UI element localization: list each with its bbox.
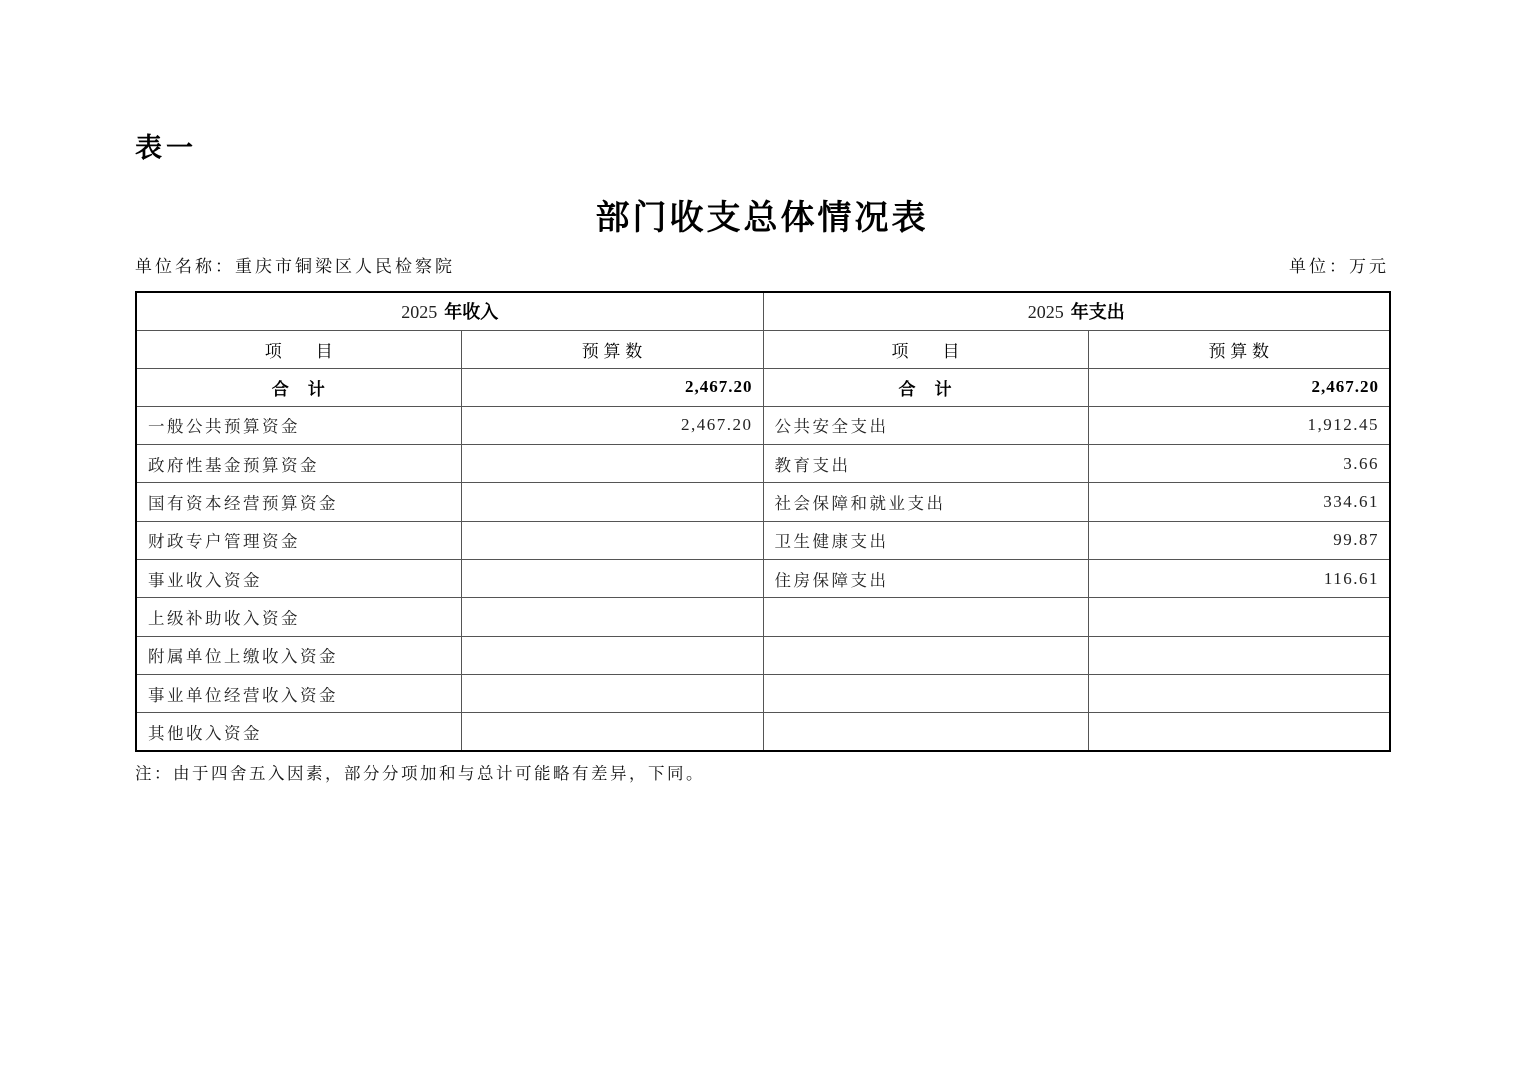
budget-table [135,291,1391,752]
table-row [136,674,1390,712]
income-item-cell: 上级补助收入资金 [136,598,461,636]
table-row [136,521,1390,559]
page-title: 部门收支总体情况表 [595,200,929,237]
expense-total-value: 2,467.20 [1088,368,1390,406]
income-item-cell: 事业单位经营收入资金 [136,674,461,712]
expense-header-label: 年支出 [1070,302,1125,323]
expense-value-cell: 334.61 [1088,483,1390,521]
income-budget-column-header: 预 算 数 [461,330,763,368]
income-item-cell: 财政专户管理资金 [136,521,461,559]
income-value-cell [461,483,763,521]
expense-item-cell [763,636,1088,674]
expense-value-cell [1088,674,1390,712]
expense-year-label: 2025 [1027,302,1064,323]
table-row [136,406,1390,444]
table-row [136,636,1390,674]
table-row [136,445,1390,483]
footnote: 注：由于四舍五入因素，部分分项加和与总计可能略有差异，下同。 [135,764,705,783]
expense-item-column-header: 项 目 [763,330,1088,368]
expense-value-cell [1088,636,1390,674]
expense-item-cell [763,598,1088,636]
income-value-cell [461,713,763,751]
expense-item-cell: 社会保障和就业支出 [763,483,1088,521]
income-total-label: 合 计 [136,368,461,406]
table-row [136,483,1390,521]
expense-item-cell [763,674,1088,712]
expense-value-cell: 1,912.45 [1088,406,1390,444]
table-number-label: 表一 [135,133,197,163]
expense-value-cell [1088,713,1390,751]
income-value-cell [461,521,763,559]
expense-item-cell: 教育支出 [763,445,1088,483]
income-value-cell [461,674,763,712]
expense-value-cell: 99.87 [1088,521,1390,559]
expense-item-cell [763,713,1088,751]
column-header-row [136,330,1390,368]
table-row [136,559,1390,597]
income-item-cell: 国有资本经营预算资金 [136,483,461,521]
unit-of-measure-label: 单位：万元 [1289,257,1389,276]
expense-section-header [763,292,1390,330]
section-header-row [136,292,1390,330]
expense-item-cell: 公共安全支出 [763,406,1088,444]
expense-item-cell: 卫生健康支出 [763,521,1088,559]
meta-row [135,252,1389,277]
expense-value-cell [1088,598,1390,636]
income-value-cell: 2,467.20 [461,406,763,444]
expense-value-cell: 116.61 [1088,559,1390,597]
income-year-label: 2025 [401,302,438,323]
income-item-column-header: 项 目 [136,330,461,368]
income-value-cell [461,636,763,674]
income-header-label: 年收入 [444,302,499,323]
income-value-cell [461,445,763,483]
expense-budget-column-header: 预 算 数 [1088,330,1390,368]
total-row [136,368,1390,406]
expense-item-cell: 住房保障支出 [763,559,1088,597]
income-item-cell: 政府性基金预算资金 [136,445,461,483]
unit-name-label: 单位名称：重庆市铜梁区人民检察院 [135,257,455,276]
table-row [136,713,1390,751]
income-item-cell: 一般公共预算资金 [136,406,461,444]
income-item-cell: 其他收入资金 [136,713,461,751]
income-item-cell: 附属单位上缴收入资金 [136,636,461,674]
income-total-value: 2,467.20 [461,368,763,406]
table-row [136,598,1390,636]
expense-value-cell: 3.66 [1088,445,1390,483]
income-value-cell [461,598,763,636]
expense-total-label: 合 计 [763,368,1088,406]
income-item-cell: 事业收入资金 [136,559,461,597]
income-value-cell [461,559,763,597]
income-section-header [136,292,763,330]
